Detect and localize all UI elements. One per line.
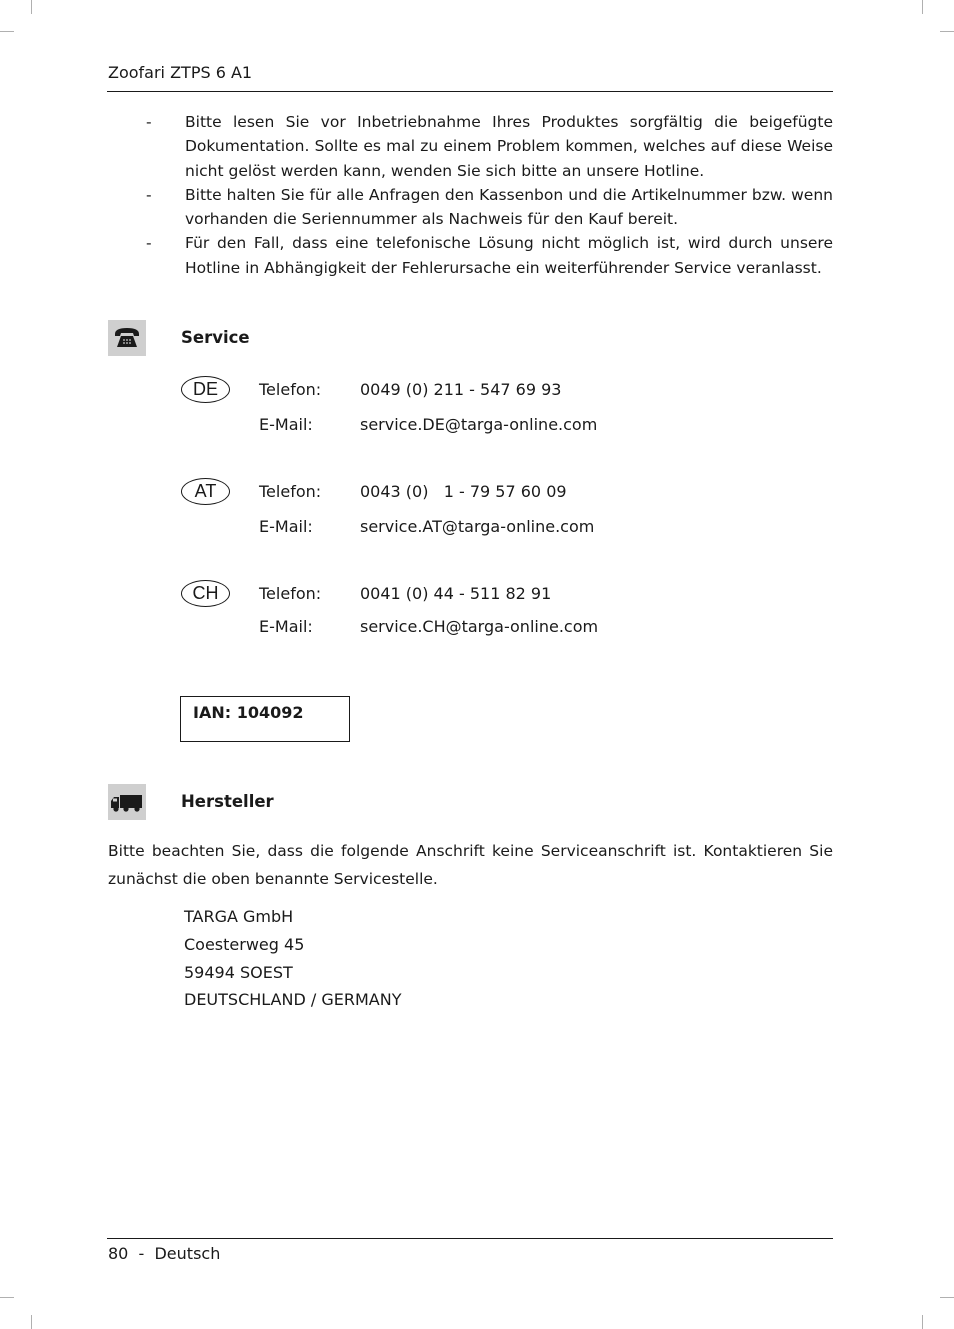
truck-icon: [108, 784, 146, 820]
country-badge-ch: CH: [181, 580, 230, 607]
list-item: - Bitte lesen Sie vor Inbetriebnahme Ihres Produktes sorgfältig die beigefügte Dokumentation. Sollte es mal zu einem Problem kommen, welches auf diese Weise nicht gelöst werden kann, wenden Sie sich bitte an unsere Hotline.: [108, 110, 833, 183]
country-badge-de: DE: [181, 376, 230, 403]
email-label: E-Mail:: [259, 517, 313, 536]
phone-number-de: 0049 (0) 211 - 547 69 93: [360, 380, 562, 399]
bullet-marker: -: [146, 234, 152, 253]
page-number: 80: [108, 1244, 129, 1263]
email-label: E-Mail:: [259, 617, 313, 636]
footer-rule: [107, 1238, 833, 1239]
address-country: DEUTSCHLAND / GERMANY: [184, 990, 402, 1009]
address-company: TARGA GmbH: [184, 907, 294, 926]
crop-mark: [922, 1315, 923, 1329]
email-label: E-Mail:: [259, 415, 313, 434]
phone-number-at: 0043 (0) 1 - 79 57 60 09: [360, 482, 567, 501]
bullet-marker: -: [146, 185, 152, 204]
crop-mark: [940, 1297, 954, 1298]
page-footer: [108, 1244, 220, 1263]
list-item: - Für den Fall, dass eine telefonische Lösung nicht möglich ist, wird durch unsere Hotline in Abhängigkeit der Fehlerursache ein weiterführender Service veranlasst.: [108, 231, 833, 280]
manufacturer-heading: Hersteller: [181, 792, 274, 811]
country-badge-at: AT: [181, 478, 230, 505]
email-address-ch[interactable]: service.CH@targa-online.com: [360, 617, 599, 636]
service-heading: Service: [181, 328, 250, 347]
crop-mark: [31, 0, 32, 14]
notes-list: [108, 110, 833, 280]
phone-label: Telefon:: [259, 584, 322, 603]
address-city: 59494 SOEST: [184, 963, 293, 982]
phone-label: Telefon:: [259, 380, 322, 399]
telephone-icon: [108, 320, 146, 356]
crop-mark: [922, 0, 923, 14]
bullet-marker: -: [146, 113, 152, 131]
crop-mark: [31, 1315, 32, 1329]
email-address-at[interactable]: service.AT@targa-online.com: [360, 517, 595, 536]
phone-label: Telefon:: [259, 482, 322, 501]
footer-language: Deutsch: [154, 1244, 221, 1263]
address-street: Coesterweg 45: [184, 935, 305, 954]
list-item: - Bitte halten Sie für alle Anfragen den Kassenbon und die Artikelnummer bzw. wenn vorhanden die Seriennummer als Nachweis für den Kauf bereit.: [108, 183, 833, 232]
crop-mark: [940, 31, 954, 32]
header-rule: [107, 91, 833, 92]
ian-number: IAN: 104092: [193, 703, 304, 722]
footer-separator: -: [138, 1244, 145, 1263]
page-header-title: Zoofari ZTPS 6 A1: [108, 63, 253, 82]
ian-box: [180, 696, 350, 742]
crop-mark: [0, 31, 14, 32]
manufacturer-note: Bitte beachten Sie, dass die folgende Anschrift keine Serviceanschrift ist. Kontaktieren Sie zunächst die oben benannte Servicestelle.: [108, 842, 833, 888]
email-address-de[interactable]: service.DE@targa-online.com: [360, 415, 598, 434]
phone-number-ch: 0041 (0) 44 - 511 82 91: [360, 584, 552, 603]
crop-mark: [0, 1297, 14, 1298]
